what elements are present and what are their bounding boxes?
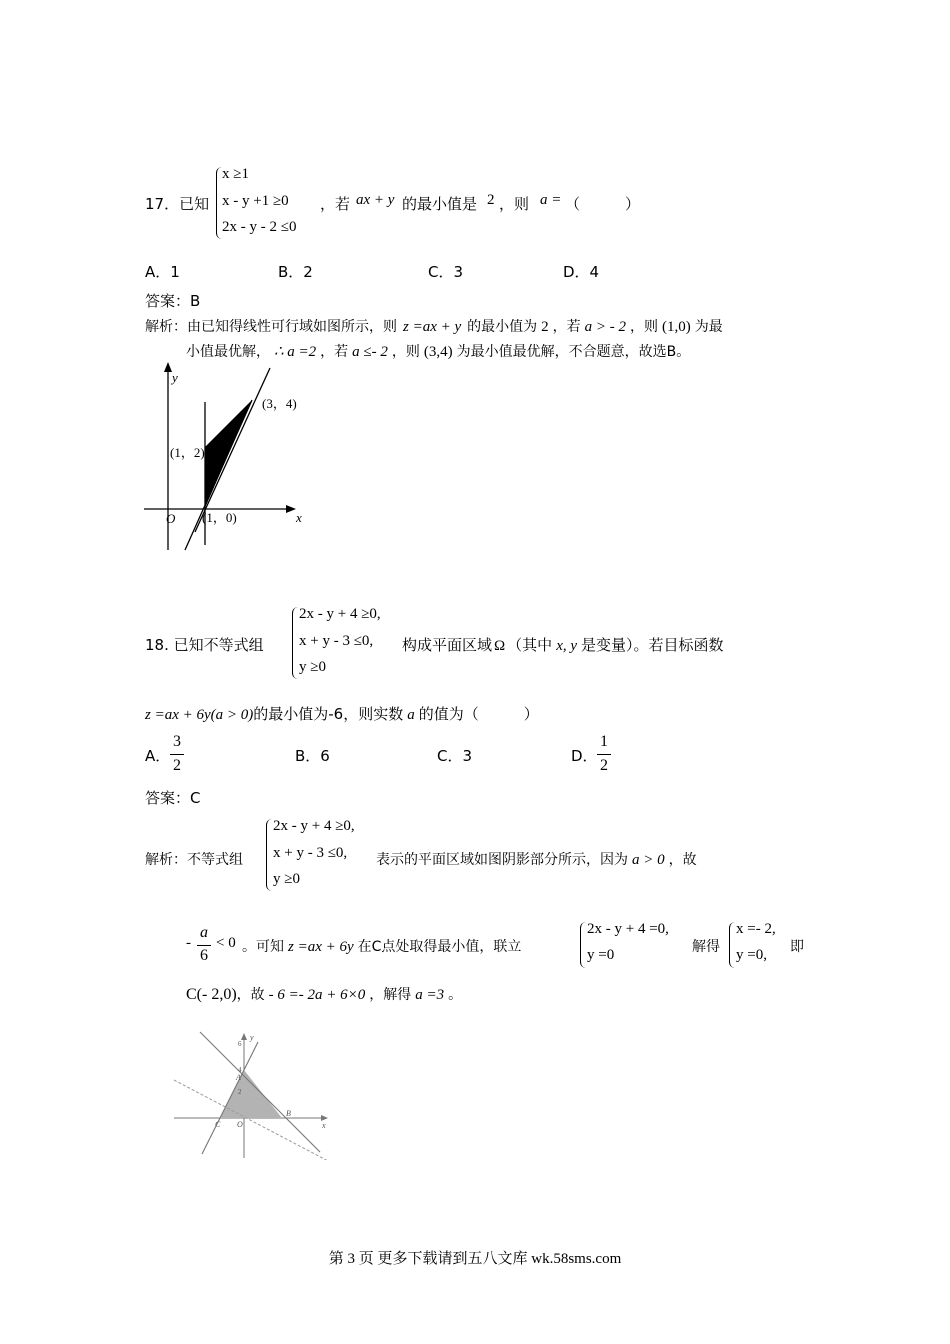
q18-namely-text: 即	[790, 939, 804, 955]
q18-exp-math: C(- 2,0)	[186, 986, 237, 1003]
q17-explanation-line-1	[145, 316, 723, 336]
q17-text-2: 的最小值是	[402, 195, 478, 213]
q17-exp-text: 小值最优解，	[186, 344, 270, 360]
q18-exp-ineq-1: 2x - y + 4 ≥0,	[273, 818, 355, 834]
q18-answer: 答案：C	[145, 789, 201, 807]
q18-x-label: x	[322, 1121, 326, 1130]
q17-exp-math: a > - 2	[584, 319, 627, 335]
q18-text: 的值为（ ）	[418, 705, 539, 723]
q18-exp-text: 。可知	[242, 939, 284, 955]
q17-option-d: D．4	[563, 263, 600, 281]
arrow-icon	[164, 362, 172, 372]
q17-exp-text: ，若	[552, 319, 581, 335]
q17-option-b: B．2	[278, 263, 313, 281]
q18-stem-line-2	[145, 703, 539, 724]
q17-exp-math: z =ax + y	[403, 319, 462, 335]
q18-point-c: C	[215, 1120, 221, 1129]
q18-origin-label: O	[237, 1120, 243, 1129]
q18-text: 的最小值为-6，则实数	[253, 705, 404, 723]
q17-value: 2	[487, 192, 495, 208]
q18-system-brace	[292, 607, 299, 679]
q18-option-a-num: 3	[173, 733, 181, 750]
q17-point-3-4: (3，4)	[262, 396, 297, 411]
q17-number: 17．已知	[145, 195, 210, 213]
fraction-bar	[197, 945, 211, 946]
q17-point-1-2: (1，2)	[170, 445, 205, 460]
q18-exp-text: 。	[448, 987, 463, 1003]
q18-system-1-brace	[580, 922, 587, 968]
q18-exp-ineq-3: y ≥0	[273, 871, 300, 887]
q18-system-2-eq-1: x =- 2,	[736, 921, 776, 937]
q18-point-a: A	[236, 1073, 241, 1082]
q17-ineq-1: x ≥1	[222, 166, 249, 182]
q18-text: （其中	[507, 636, 553, 654]
arrow-icon	[286, 505, 296, 513]
q18-system-1-eq-2: y =0	[587, 947, 615, 963]
q17-line-2x-minus-y-minus-2	[185, 400, 252, 550]
q17-exp-math: (1,0)	[662, 319, 691, 335]
q17-ineq-2: x - y +1 ≥0	[222, 193, 289, 209]
q17-text-3: ，则	[499, 195, 530, 213]
arrow-icon	[241, 1033, 247, 1040]
q18-option-d: D．	[571, 747, 598, 765]
q18-a: a	[407, 707, 415, 723]
q17-exp-math: ∴ a =2	[274, 344, 317, 360]
fraction-bar	[170, 754, 184, 755]
q18-option-d-num: 1	[600, 733, 608, 750]
q18-line-x-plus-y-minus-3	[200, 1032, 320, 1152]
q18-exp-text: 在C点处取得最小值，联立	[357, 939, 522, 955]
q18-system-2-eq-2: y =0,	[736, 947, 767, 963]
q17-feasible-region-figure	[140, 360, 315, 555]
q18-text: 构成平面区域	[402, 636, 493, 654]
q18-exp-math: a =3	[415, 987, 445, 1003]
q17-exp-text: ，则	[630, 319, 659, 335]
q18-xy: x, y	[556, 638, 578, 654]
q17-exp-text: 为最小值最优解，不合题意，故选B。	[456, 344, 691, 360]
q18-text: 是变量）。若目标函数	[581, 636, 724, 654]
q18-ineq-3: y ≥0	[299, 659, 326, 675]
q18-exp-text: 表示的平面区域如图阴影部分所示，因为	[376, 852, 628, 868]
q17-exp-math: 2	[541, 319, 549, 335]
q18-exp-math: - 6 =- 2a + 6×0	[268, 987, 366, 1003]
q17-paren: （ ）	[565, 195, 641, 213]
q17-text-1: ，若	[320, 195, 351, 213]
q18-minus: -	[186, 935, 191, 951]
q18-solve-text: 解得	[692, 939, 720, 955]
q18-option-a: A．	[145, 747, 171, 765]
q18-tick-6: 6	[238, 1040, 242, 1048]
q18-frac-num: a	[200, 924, 208, 941]
q17-point-1-0: (1，0)	[202, 510, 237, 525]
q18-exp-brace	[266, 819, 273, 891]
q18-exp-line-2	[242, 936, 521, 956]
q17-exp-math: a ≤- 2	[352, 344, 388, 360]
q17-exp-text: ，则	[391, 344, 420, 360]
q17-y-label: y	[172, 370, 178, 385]
q18-lt-zero: < 0	[216, 935, 236, 951]
q18-feasible-region	[220, 1070, 282, 1118]
q17-exp-text: 解析：由已知得线性可行域如图所示，则	[145, 319, 397, 335]
q18-exp-ineq-2: x + y - 3 ≤0,	[273, 845, 348, 861]
q17-x-label: x	[296, 510, 302, 525]
q17-origin-label: O	[166, 511, 176, 526]
q18-exp-math: z =ax + 6y	[288, 939, 354, 955]
q18-ineq-2: x + y - 3 ≤0,	[299, 633, 374, 649]
q18-exp-text: ，解得	[369, 987, 412, 1003]
q17-expr: ax + y	[356, 192, 395, 208]
q17-ineq-3: 2x - y - 2 ≤0	[222, 219, 297, 235]
q18-option-b: B．6	[295, 747, 330, 765]
q18-option-a-den: 2	[173, 757, 181, 774]
q18-exp-intro: 解析：不等式组	[145, 852, 243, 868]
q17-explanation-line-2	[186, 341, 690, 361]
q18-exp-math: a > 0	[632, 852, 665, 868]
q18-system-2-brace	[729, 922, 736, 968]
q17-answer: 答案：B	[145, 292, 201, 310]
q18-y-label: y	[250, 1033, 254, 1042]
q18-exp-line-3	[186, 984, 462, 1004]
q18-option-d-den: 2	[600, 757, 608, 774]
q18-feasible-region-figure	[170, 1030, 335, 1160]
fraction-bar	[597, 754, 611, 755]
q18-system-1-eq-1: 2x - y + 4 =0,	[587, 921, 669, 937]
q18-number: 18. 已知不等式组	[145, 636, 264, 654]
q18-option-c: C．3	[437, 747, 473, 765]
q18-exp-text: ，故	[668, 852, 697, 868]
q17-exp-text: ，若	[320, 344, 349, 360]
q18-exp-line-1-rest	[376, 849, 697, 869]
q17-exp-text: 的最小值为	[467, 319, 538, 335]
q18-point-b: B	[286, 1109, 291, 1118]
q17-exp-text: 为最	[694, 319, 723, 335]
q17-exp-math: (3,4)	[423, 344, 453, 360]
q18-ineq-1: 2x - y + 4 ≥0,	[299, 606, 381, 622]
q18-stem-line-1	[402, 634, 724, 655]
q18-exp-text: ，故	[236, 987, 265, 1003]
q18-objective: z =ax + 6y(a > 0)	[145, 707, 254, 723]
q17-a-eq: a =	[540, 192, 562, 208]
q18-frac-den: 6	[200, 947, 208, 964]
q17-option-a: A．1	[145, 263, 180, 281]
q18-tick-4: 4	[238, 1066, 242, 1074]
q17-option-c: C．3	[428, 263, 464, 281]
page-footer: 第 3 页 更多下载请到五八文库 wk.58sms.com	[328, 1251, 622, 1267]
q18-omega: Ω	[494, 638, 506, 654]
q18-tick-2: 2	[238, 1088, 242, 1096]
